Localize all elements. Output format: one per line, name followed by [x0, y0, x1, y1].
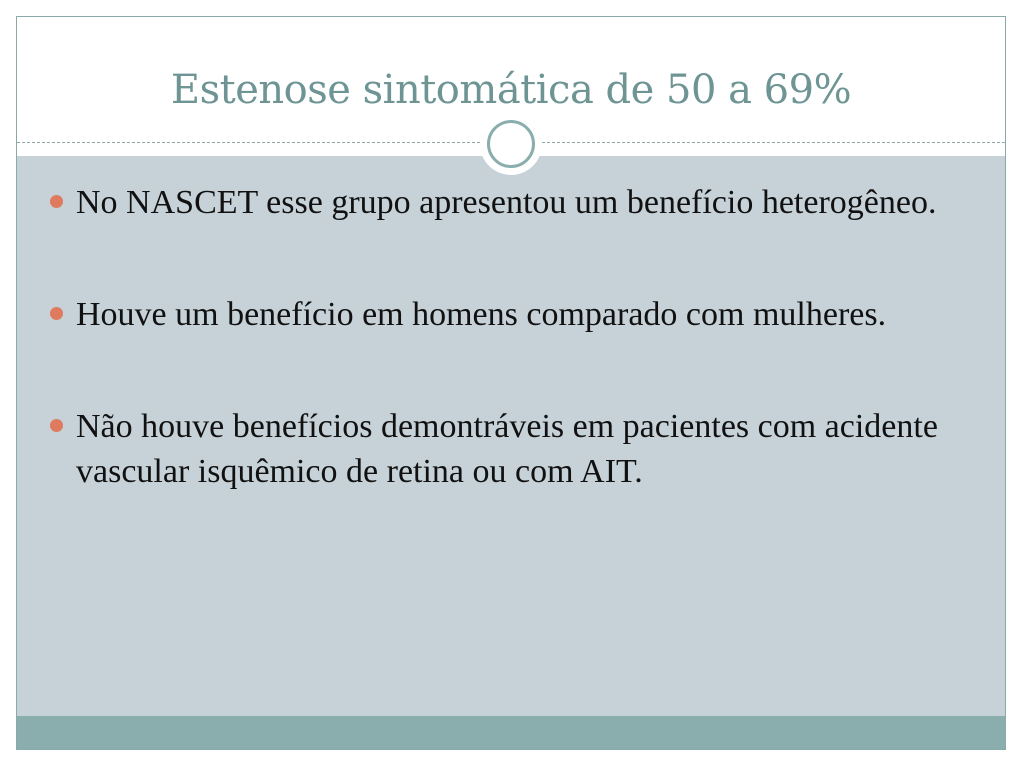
bullet-item	[48, 404, 948, 494]
bullet-item	[48, 180, 948, 225]
ring-shape	[487, 120, 535, 168]
slide-title: Estenose sintomática de 50 a 69%	[170, 67, 852, 113]
bullet-text: Houve um benefício em homens comparado com mulheres.	[76, 296, 887, 333]
bullet-dot-icon	[50, 195, 63, 208]
bullet-dot-icon	[50, 419, 63, 432]
bullet-text: No NASCET esse grupo apresentou um benefício heterogêneo.	[76, 184, 937, 221]
circle-ornament-icon	[480, 113, 542, 175]
bullet-text: Não houve benefícios demontráveis em pacientes com acidente vascular isquêmico de retina ou com AIT.	[76, 408, 938, 490]
bullet-list	[48, 180, 948, 561]
bullet-item	[48, 292, 948, 337]
bullet-dot-icon	[50, 307, 63, 320]
